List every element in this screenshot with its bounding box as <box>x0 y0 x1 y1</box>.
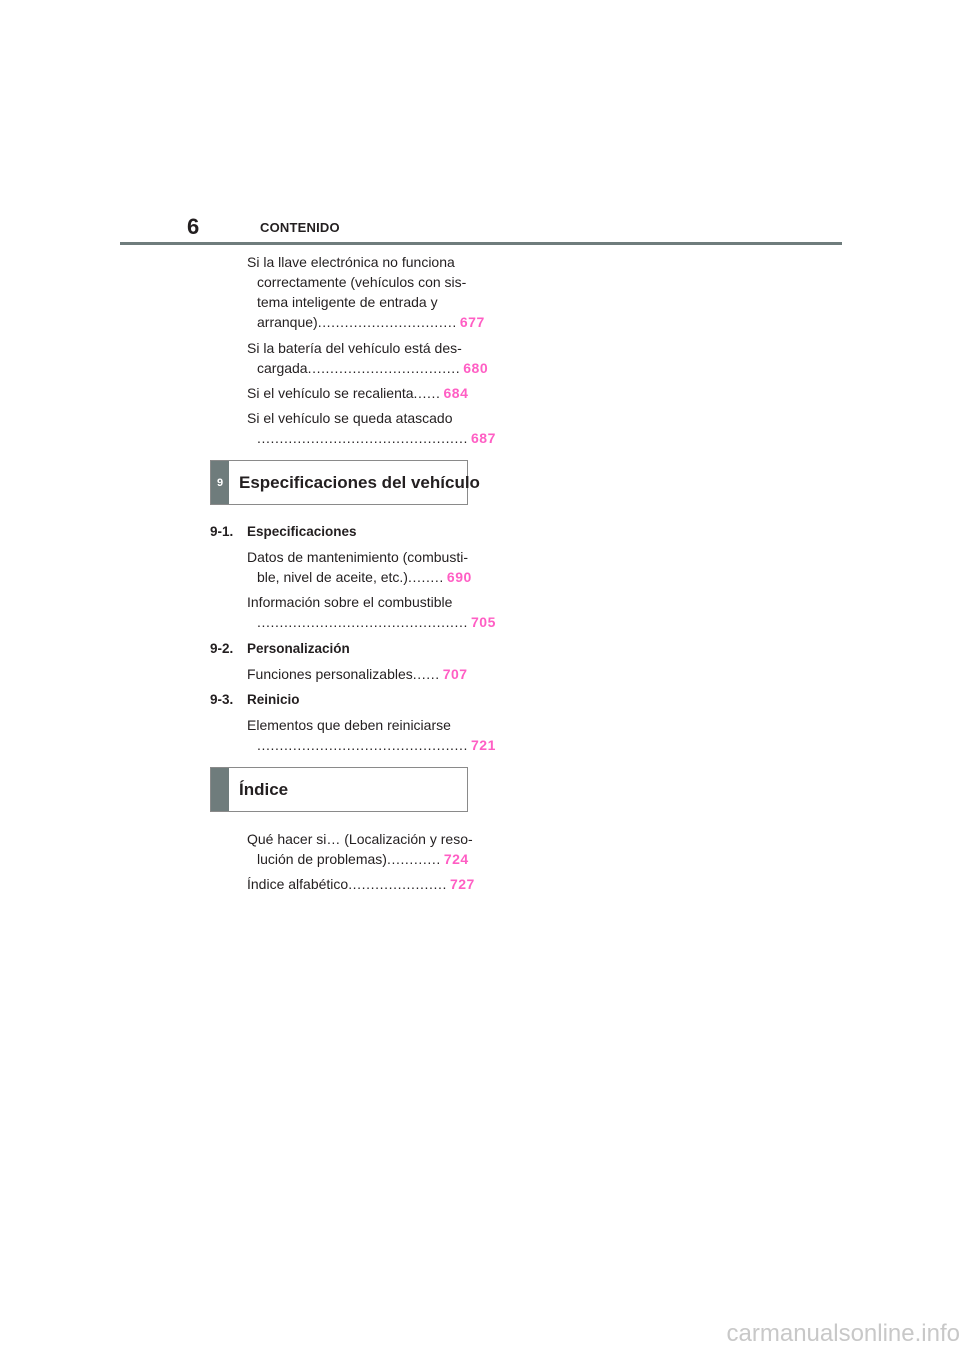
entry-line: Si la llave electrónica no funciona <box>247 254 455 270</box>
entry-line: Si la batería del vehículo está des- <box>247 340 462 356</box>
index-heading[interactable] <box>210 767 468 812</box>
leader-dots: ............................... <box>317 314 457 330</box>
entry-text: Si el vehículo se recalienta <box>247 385 414 401</box>
page-link[interactable]: 687 <box>471 430 496 446</box>
subsection-number: 9-3. <box>210 692 234 707</box>
page-link[interactable]: 724 <box>443 851 469 867</box>
toc-entry[interactable] <box>247 715 496 755</box>
page-link[interactable]: 705 <box>471 614 496 630</box>
page-link[interactable]: 707 <box>442 666 468 682</box>
toc-entry[interactable] <box>247 252 485 332</box>
index-title: Índice <box>239 779 289 799</box>
subsection-title: Reinicio <box>247 692 300 707</box>
subsection-number: 9-1. <box>210 524 234 539</box>
toc-entry[interactable] <box>247 664 467 684</box>
page-link[interactable]: 721 <box>471 737 496 753</box>
leader-dots: ............................................... <box>257 430 469 446</box>
subsection-9-1[interactable] <box>210 524 357 539</box>
leader-dots: ........ <box>407 569 444 585</box>
entry-line: Elementos que deben reiniciarse <box>247 717 451 733</box>
leader-dots: ...... <box>413 385 441 401</box>
chapter-tab: 9 <box>211 461 229 504</box>
leader-dots: ............................................... <box>257 614 469 630</box>
subsection-title: Personalización <box>247 641 350 656</box>
toc-entry[interactable] <box>247 383 467 403</box>
watermark: carmanualsonline.info <box>726 1320 960 1347</box>
toc-entry[interactable] <box>247 874 475 894</box>
entry-line: tema inteligente de entrada y <box>257 294 438 310</box>
chapter-title: Especificaciones del vehículo <box>239 472 480 492</box>
page-link[interactable]: 684 <box>443 385 469 401</box>
page-link[interactable]: 680 <box>463 360 489 376</box>
toc-entry[interactable] <box>247 829 473 869</box>
entry-text: Funciones personalizables <box>247 666 413 682</box>
page-link[interactable]: 727 <box>449 876 475 892</box>
chapter-tab <box>211 768 229 811</box>
leader-dots: ...................... <box>348 876 447 892</box>
toc-entry[interactable] <box>247 592 496 632</box>
running-header: CONTENIDO <box>260 220 340 235</box>
chapter-9-heading[interactable] <box>210 460 480 505</box>
page-link[interactable]: 677 <box>459 314 485 330</box>
toc-entry[interactable] <box>247 408 496 448</box>
subsection-title: Especificaciones <box>247 524 357 539</box>
page-number: 6 <box>187 214 200 239</box>
toc-entry[interactable] <box>247 338 489 378</box>
toc-entry[interactable] <box>247 547 472 587</box>
page-link[interactable]: 690 <box>446 569 472 585</box>
subsection-number: 9-2. <box>210 641 234 656</box>
leader-dots: .................................. <box>307 360 461 376</box>
entry-text: ble, nivel de aceite, etc.) <box>257 569 408 585</box>
leader-dots: ............ <box>386 851 441 867</box>
entry-text: arranque) <box>257 314 318 330</box>
subsection-9-3[interactable] <box>210 692 300 707</box>
entry-line: Información sobre el combustible <box>247 594 453 610</box>
entry-text: Índice alfabético <box>247 876 349 892</box>
entry-line: correctamente (vehículos con sis- <box>257 274 467 290</box>
entry-line: Datos de mantenimiento (combusti- <box>247 549 468 565</box>
entry-text: cargada <box>257 360 308 376</box>
leader-dots: ............................................... <box>257 737 469 753</box>
entry-text: lución de problemas) <box>257 851 387 867</box>
leader-dots: ...... <box>412 666 440 682</box>
subsection-9-2[interactable] <box>210 641 350 656</box>
entry-line: Qué hacer si… (Localización y reso- <box>247 831 473 847</box>
entry-line: Si el vehículo se queda atascado <box>247 410 453 426</box>
header-rule <box>120 242 842 245</box>
